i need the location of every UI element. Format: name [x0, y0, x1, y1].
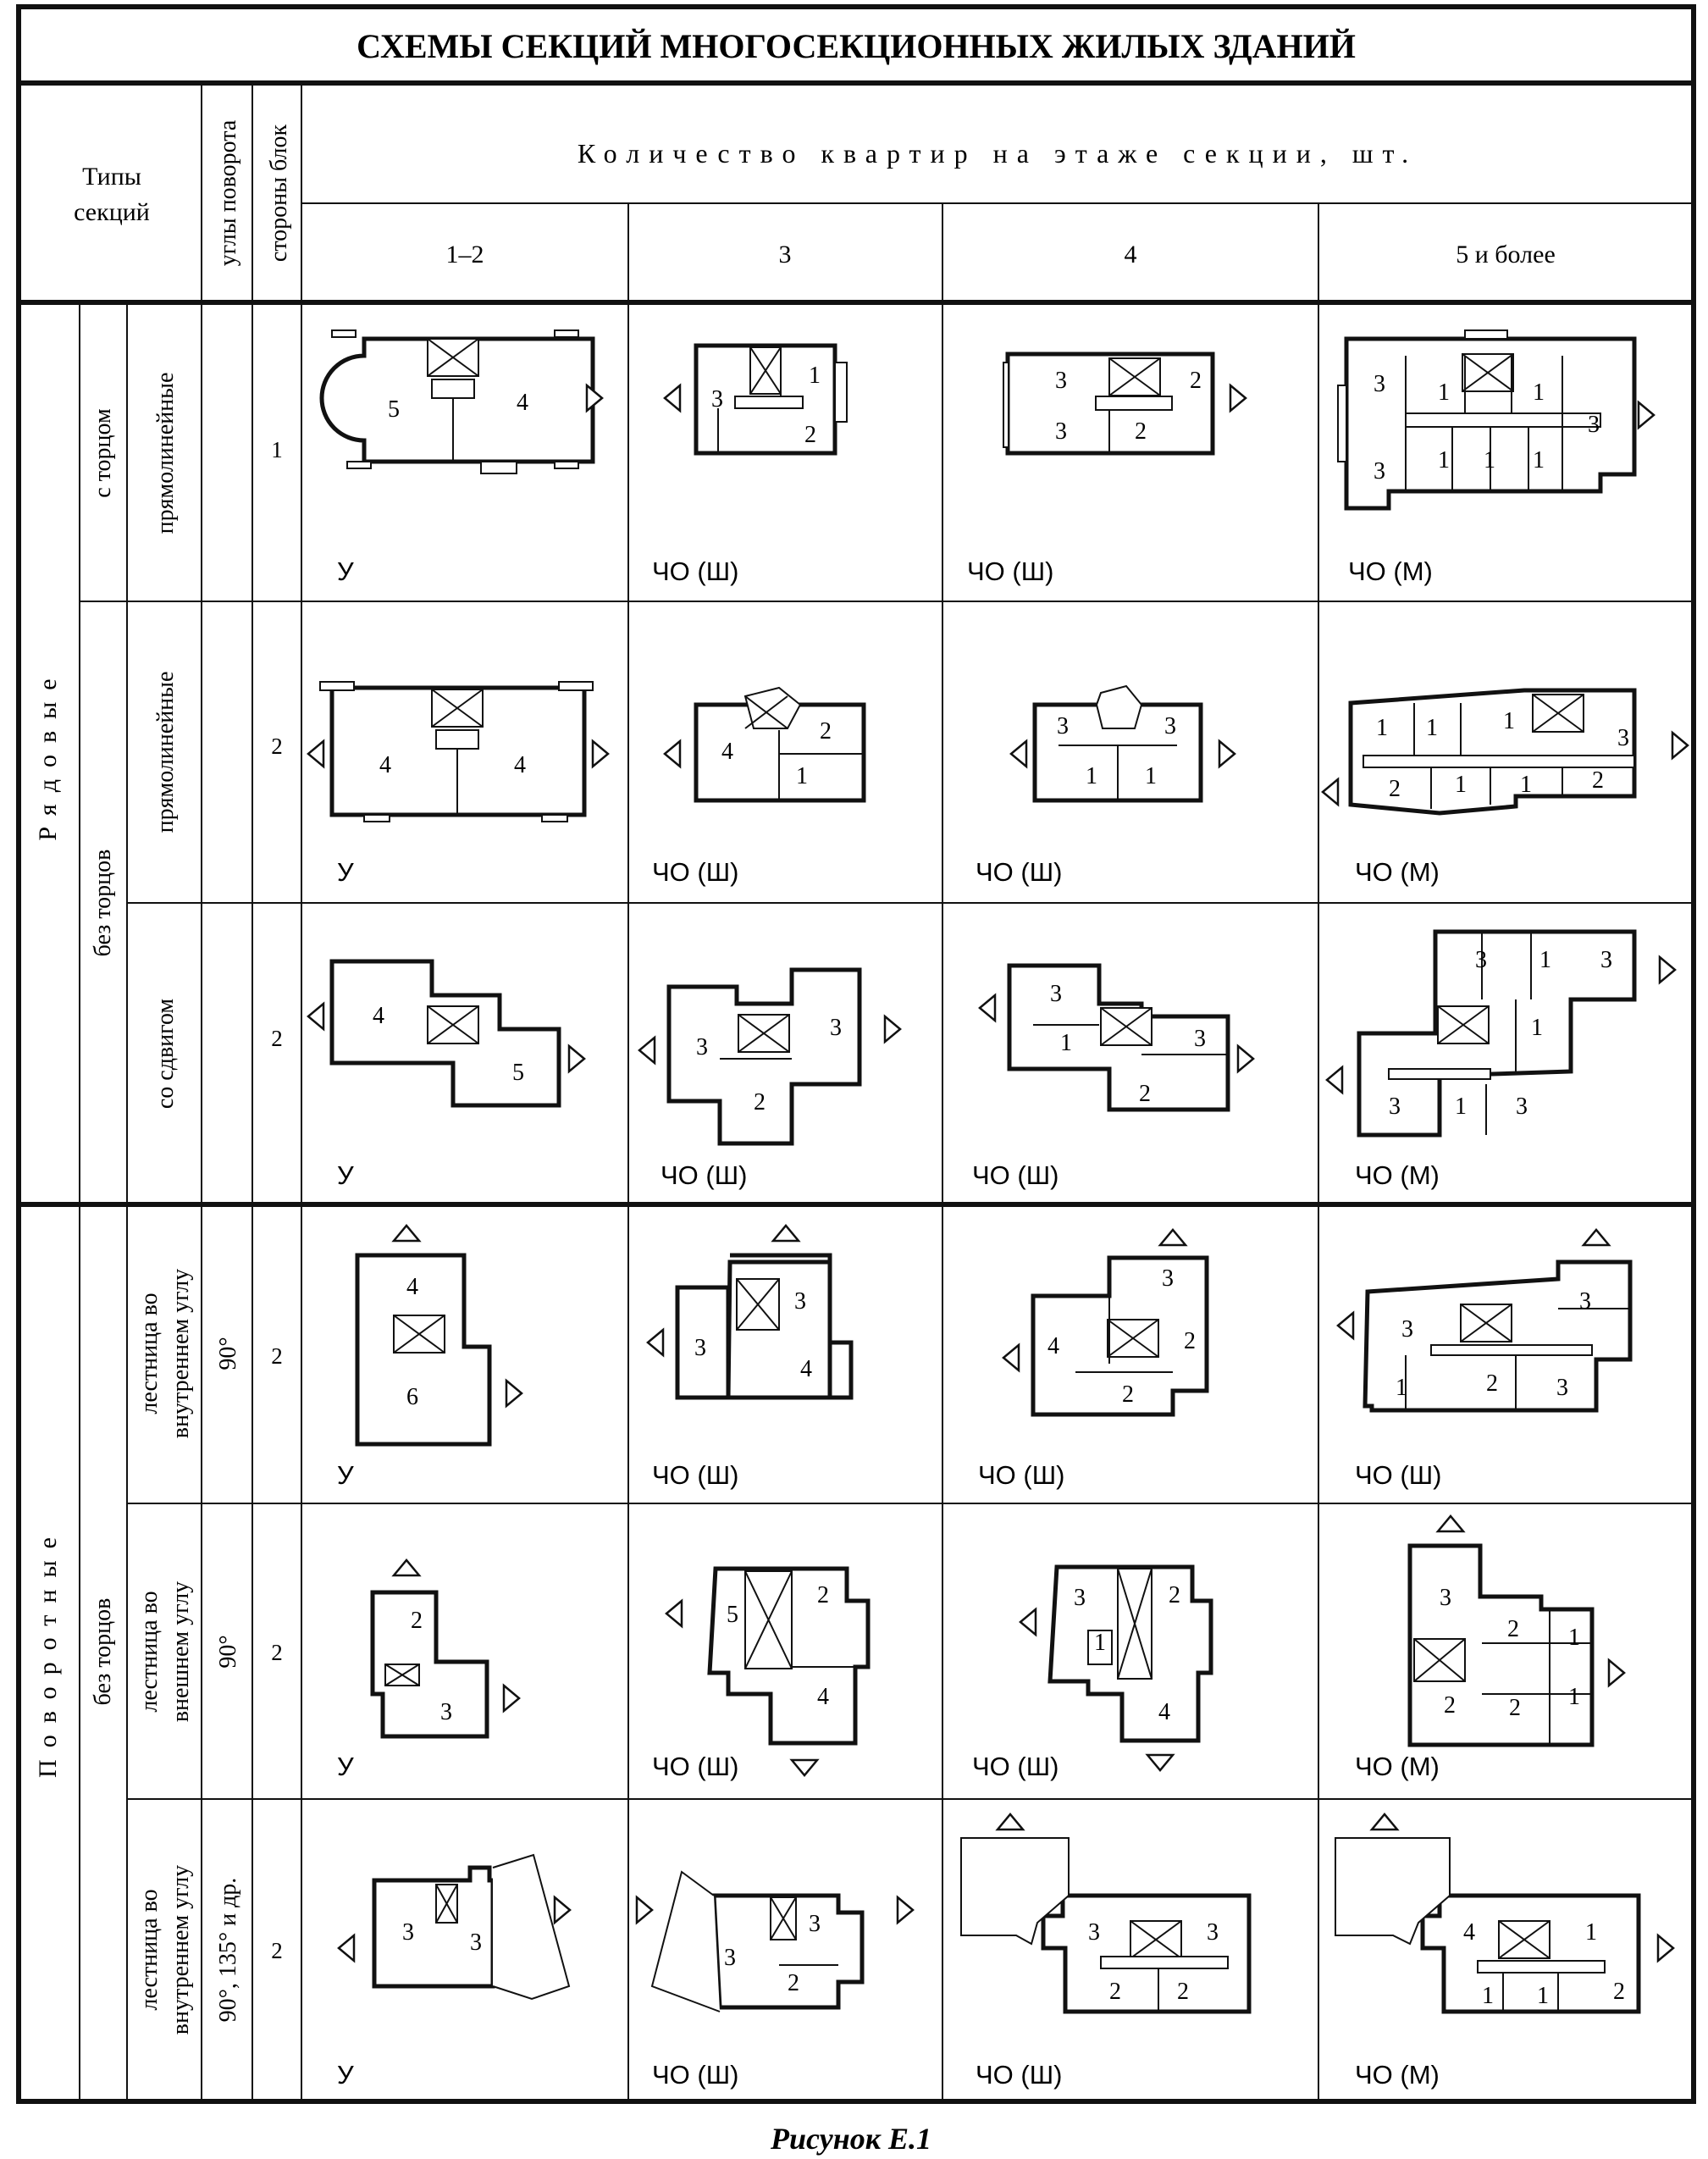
- room-number: 3: [1617, 725, 1629, 751]
- plan-r1-c4: [1338, 330, 1654, 508]
- room-number: 3: [1207, 1919, 1219, 1946]
- plan-r1-c3: [1003, 354, 1246, 453]
- row2-subtype: прямолинейные: [152, 671, 179, 833]
- room-number: 1: [1438, 379, 1450, 406]
- room-number: 3: [1050, 981, 1062, 1007]
- plan-r3-c3: [980, 966, 1253, 1110]
- group-row: Рядовые: [34, 667, 62, 841]
- plan-r2-c4: [1323, 690, 1688, 813]
- room-number: 1: [1503, 708, 1515, 734]
- header-block-sides: стороны блок: [266, 124, 292, 263]
- room-number: 3: [1374, 371, 1385, 397]
- row4-angle: 90°: [215, 1337, 241, 1370]
- room-number: 1: [1568, 1684, 1580, 1710]
- room-number: 4: [373, 1003, 384, 1029]
- cell-label: ЧО (Ш): [972, 1752, 1059, 1781]
- cell-label: ЧО (Ш): [967, 556, 1054, 586]
- room-number: 2: [1389, 776, 1401, 802]
- room-number: 3: [794, 1288, 806, 1315]
- room-number: 3: [1088, 1919, 1100, 1946]
- cell-label: ЧО (М): [1355, 1752, 1440, 1781]
- room-number: 2: [1177, 1979, 1189, 2005]
- room-number: 3: [1579, 1288, 1591, 1315]
- row5-subtype-line2: внешнем углу: [168, 1580, 194, 1723]
- room-number: 2: [788, 1970, 799, 1996]
- plan-r1-c1: [322, 330, 602, 473]
- cell-label: ЧО (Ш): [652, 1460, 739, 1490]
- room-number: 1: [1455, 1093, 1467, 1120]
- column-header-5-plus: 5 и более: [1456, 241, 1556, 268]
- row4-subtype-line2: внутреннем углу: [168, 1268, 194, 1439]
- room-number: 4: [1463, 1919, 1475, 1946]
- room-number: 3: [1374, 458, 1385, 484]
- room-number: 4: [721, 739, 733, 765]
- plan-r3-c2: [639, 970, 900, 1143]
- cell-label: ЧО (Ш): [652, 556, 739, 586]
- column-header-3: 3: [778, 241, 792, 268]
- room-number: 1: [1438, 447, 1450, 473]
- room-number: 1: [1455, 772, 1467, 798]
- room-number: 2: [1486, 1370, 1498, 1397]
- row6-sides: 2: [271, 1938, 283, 1963]
- column-header-1-2: 1–2: [445, 241, 484, 268]
- plan-r1-c2: [665, 346, 847, 453]
- room-number: 1: [1482, 1983, 1494, 2009]
- room-number: 1: [809, 363, 821, 389]
- column-header-4: 4: [1124, 241, 1137, 268]
- room-number: 3: [1074, 1585, 1086, 1611]
- cell-label: ЧО (М): [1348, 556, 1433, 586]
- cell-label: ЧО (Ш): [972, 1160, 1059, 1190]
- room-number: 3: [696, 1034, 708, 1060]
- room-number: 3: [809, 1911, 821, 1937]
- room-number: 3: [830, 1015, 842, 1041]
- room-number: 1: [1531, 1015, 1543, 1041]
- room-number: 4: [817, 1684, 829, 1710]
- room-number: 3: [1055, 368, 1067, 394]
- plan-r5-c1: [373, 1560, 519, 1736]
- group-without-end-row: без торцов: [90, 849, 116, 957]
- room-number: 3: [1055, 418, 1067, 445]
- plan-r5-c3: [1020, 1567, 1211, 1770]
- room-number: 2: [754, 1089, 766, 1115]
- room-number: 3: [1440, 1585, 1451, 1611]
- room-number: 2: [1190, 368, 1202, 394]
- room-number: 1: [1094, 1630, 1106, 1656]
- room-number: 4: [1158, 1699, 1170, 1725]
- plan-r4-c2: [648, 1226, 851, 1398]
- room-number: 3: [1475, 947, 1487, 973]
- row4-sides: 2: [271, 1343, 283, 1369]
- plan-r2-c2: [665, 688, 864, 800]
- room-number: 1: [1585, 1919, 1597, 1946]
- room-number: 3: [694, 1335, 706, 1361]
- cell-label: У: [337, 1752, 354, 1781]
- room-number: 2: [1169, 1582, 1180, 1608]
- room-number: 2: [1509, 1695, 1521, 1721]
- plan-r6-c2: [637, 1872, 913, 2012]
- plan-r5-c2: [666, 1569, 868, 1775]
- header-section-types-line2: секций: [74, 198, 150, 226]
- room-number: 4: [1047, 1333, 1059, 1359]
- room-number: 1: [1539, 947, 1551, 973]
- row6-angle: 90°, 135° и др.: [215, 1877, 241, 2023]
- room-number: 3: [724, 1945, 736, 1971]
- cell-label: ЧО (Ш): [976, 857, 1063, 887]
- room-number: 2: [1122, 1381, 1134, 1408]
- cell-label: У: [337, 1460, 354, 1490]
- room-number: 1: [1396, 1375, 1407, 1401]
- room-number: 6: [406, 1384, 418, 1410]
- group-turning: Поворотные: [34, 1525, 62, 1778]
- cell-label: У: [337, 1160, 354, 1190]
- room-number: 3: [711, 386, 723, 412]
- row5-subtype-line1: лестница во: [136, 1591, 163, 1713]
- plan-r2-c3: [1011, 686, 1235, 800]
- room-number: 3: [1057, 713, 1069, 739]
- room-number: 2: [804, 422, 816, 448]
- room-number: 5: [512, 1060, 524, 1086]
- room-number: 3: [470, 1929, 482, 1956]
- plan-r6-c3: [961, 1814, 1249, 2012]
- row5-angle: 90°: [215, 1635, 241, 1669]
- plan-r2-c1: [308, 682, 608, 822]
- room-number: 1: [1376, 715, 1388, 741]
- room-number: 2: [820, 718, 832, 745]
- cell-label: ЧО (Ш): [652, 857, 739, 887]
- row3-sides: 2: [271, 1026, 283, 1051]
- cell-label: ЧО (Ш): [661, 1160, 748, 1190]
- room-number: 2: [817, 1582, 829, 1608]
- cell-label: ЧО (М): [1355, 1160, 1440, 1190]
- plan-r4-c3: [1003, 1230, 1207, 1414]
- row1-subtype: прямолинейные: [152, 372, 179, 534]
- cell-label: ЧО (Ш): [652, 1752, 739, 1781]
- room-number: 4: [517, 390, 528, 416]
- room-number: 1: [1533, 447, 1545, 473]
- room-number: 4: [379, 752, 391, 778]
- room-number: 1: [1484, 447, 1495, 473]
- row4-subtype-line1: лестница во: [136, 1293, 163, 1414]
- room-number: 4: [800, 1356, 812, 1382]
- room-number: 4: [514, 752, 526, 778]
- room-number: 3: [1389, 1093, 1401, 1120]
- row5-sides: 2: [271, 1640, 283, 1665]
- figure-caption: Рисунок Е.1: [771, 2122, 931, 2156]
- group-with-end: с торцом: [90, 408, 116, 498]
- plan-r5-c4: [1410, 1516, 1624, 1745]
- room-number: 1: [1537, 1983, 1549, 2009]
- room-number: 1: [1533, 379, 1545, 406]
- room-number: 2: [1613, 1979, 1625, 2005]
- room-number: 3: [1516, 1093, 1528, 1120]
- header-apartments-per-floor: Количество квартир на этаже секции, шт.: [577, 138, 1418, 169]
- group-without-end-turning: без торцов: [90, 1597, 116, 1706]
- room-number: 2: [1507, 1616, 1519, 1642]
- room-number: 1: [796, 763, 808, 789]
- plan-r6-c4: [1335, 1814, 1673, 2012]
- room-number: 1: [1426, 715, 1438, 741]
- header-section-types-line1: Типы: [82, 163, 141, 191]
- cell-label: ЧО (Ш): [978, 1460, 1065, 1490]
- row6-subtype-line1: лестница во: [136, 1889, 163, 2011]
- room-number: 1: [1145, 763, 1157, 789]
- room-number: 3: [1194, 1026, 1206, 1052]
- row3-subtype: со сдвигом: [152, 998, 179, 1110]
- room-number: 3: [1162, 1265, 1174, 1292]
- cell-label: ЧО (Ш): [652, 2060, 739, 2090]
- cell-label: У: [337, 857, 354, 887]
- room-number: 3: [1588, 412, 1600, 438]
- room-number: 3: [1401, 1316, 1413, 1342]
- cell-label: ЧО (М): [1355, 2060, 1440, 2090]
- room-number: 2: [1592, 767, 1604, 794]
- room-number: 5: [388, 396, 400, 423]
- room-number: 3: [1600, 947, 1612, 973]
- room-number: 5: [727, 1602, 738, 1628]
- plan-r6-c1: [339, 1855, 570, 1999]
- room-number: 1: [1086, 763, 1097, 789]
- room-number: 1: [1520, 772, 1532, 798]
- room-number: 3: [1556, 1375, 1568, 1401]
- row1-sides: 1: [271, 437, 283, 462]
- room-number: 4: [406, 1274, 418, 1300]
- room-number: 2: [1109, 1979, 1121, 2005]
- cell-label: У: [337, 2060, 354, 2090]
- row6-subtype-line2: внутреннем углу: [168, 1864, 194, 2035]
- room-number: 3: [440, 1699, 452, 1725]
- room-number: 3: [402, 1919, 414, 1946]
- cell-label: ЧО (М): [1355, 857, 1440, 887]
- room-number: 2: [1444, 1692, 1456, 1719]
- room-number: 1: [1568, 1625, 1580, 1651]
- room-number: 2: [1135, 418, 1147, 445]
- page-title: СХЕМЫ СЕКЦИЙ МНОГОСЕКЦИОННЫХ ЖИЛЫХ ЗДАНИЙ: [357, 27, 1356, 65]
- plan-r3-c4: [1327, 932, 1675, 1135]
- room-number: 1: [1060, 1030, 1072, 1056]
- room-number: 3: [1164, 713, 1176, 739]
- row2-sides: 2: [271, 734, 283, 759]
- plan-r4-c4: [1338, 1230, 1630, 1410]
- room-number: 2: [411, 1608, 423, 1634]
- cell-label: ЧО (Ш): [1355, 1460, 1442, 1490]
- room-number: 2: [1184, 1328, 1196, 1354]
- cell-label: ЧО (Ш): [976, 2060, 1063, 2090]
- header-rotation-angles: углы поворота: [215, 119, 241, 267]
- room-number: 2: [1139, 1081, 1151, 1107]
- plan-r4-c1: [357, 1226, 522, 1444]
- plan-r3-c1: [308, 961, 584, 1105]
- cell-label: У: [337, 556, 354, 586]
